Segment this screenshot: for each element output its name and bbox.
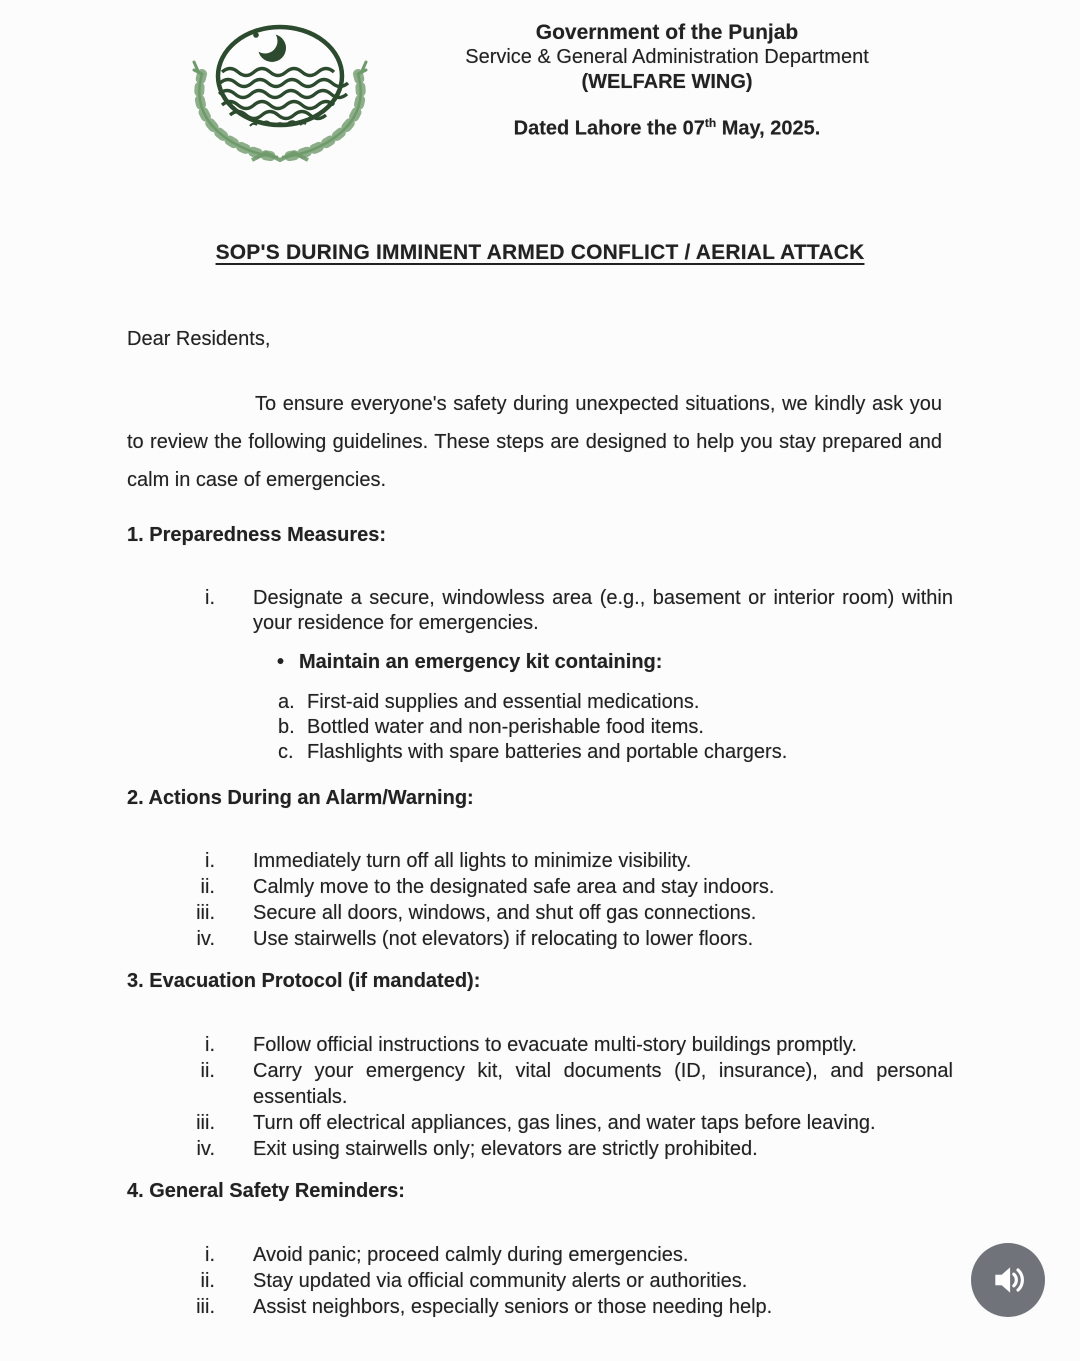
list-marker: ii.	[200, 1270, 215, 1292]
section-2-heading: 2. Actions During an Alarm/Warning:	[127, 787, 474, 809]
list-item	[127, 926, 953, 952]
list-item-text: Carry your emergency kit, vital documents (ID, insurance), and personal essentials.	[253, 1060, 953, 1108]
list-item-text: Designate a secure, windowless area (e.g., basement or interior room) within your residence for emergencies.	[253, 587, 953, 634]
list-item-text: Secure all doors, windows, and shut off gas connections.	[253, 902, 757, 924]
date-text: Dated Lahore the 07	[513, 117, 705, 140]
letterhead	[450, 20, 884, 141]
list-marker: ii.	[200, 1060, 215, 1082]
section-1-heading: 1. Preparedness Measures:	[127, 524, 387, 546]
bullet-text: Maintain an emergency kit containing:	[299, 651, 663, 673]
emergency-kit-items	[127, 690, 953, 765]
list-item-text: Immediately turn off all lights to minimize visibility.	[253, 850, 692, 872]
list-marker: c.	[278, 741, 294, 763]
list-item	[127, 1268, 953, 1294]
list-item	[127, 1110, 953, 1136]
list-item	[278, 715, 953, 740]
list-item	[127, 848, 953, 874]
list-item	[127, 900, 953, 926]
list-item-text: First-aid supplies and essential medications.	[307, 691, 700, 713]
list-item	[127, 586, 953, 636]
list-item-text: Follow official instructions to evacuate multi-story buildings promptly.	[253, 1034, 857, 1056]
list-marker: iii.	[196, 1296, 215, 1318]
section-3-list	[127, 1032, 953, 1162]
list-marker: iv.	[196, 928, 215, 950]
list-marker: i.	[205, 850, 215, 872]
org-department: Service & General Administration Department	[465, 46, 869, 68]
list-item-text: Flashlights with spare batteries and portable chargers.	[307, 741, 788, 763]
emergency-kit-bullet	[127, 650, 953, 675]
salutation: Dear Residents,	[127, 328, 271, 350]
org-name: Government of the Punjab	[535, 21, 799, 44]
document-title: SOP'S DURING IMMINENT ARMED CONFLICT / AERIAL ATTACK	[215, 241, 865, 264]
list-item	[278, 740, 953, 765]
list-marker: a.	[278, 691, 295, 713]
date-ordinal-suffix: th	[704, 116, 717, 130]
list-item-text: Bottled water and non-perishable food items.	[307, 716, 704, 738]
list-item-text: Calmly move to the designated safe area and stay indoors.	[253, 876, 775, 898]
date-line	[450, 116, 884, 141]
bullet-icon: •	[277, 651, 285, 673]
org-wing: (WELFARE WING)	[581, 71, 753, 93]
list-marker: iii.	[196, 1112, 215, 1134]
list-item	[127, 1242, 953, 1268]
list-item-text: Avoid panic; proceed calmly during emergencies.	[253, 1244, 689, 1266]
list-marker: iv.	[196, 1138, 215, 1160]
list-marker: iii.	[196, 902, 215, 924]
section-4-list	[127, 1242, 953, 1320]
list-item-text: Turn off electrical appliances, gas lines, and water taps before leaving.	[253, 1112, 876, 1134]
list-item-text: Exit using stairwells only; elevators are strictly prohibited.	[253, 1138, 758, 1160]
list-item	[127, 1032, 953, 1058]
date-rest: May, 2025.	[716, 117, 821, 140]
list-item	[127, 874, 953, 900]
audio-play-button[interactable]	[971, 1243, 1045, 1317]
list-marker: i.	[205, 1034, 215, 1056]
list-item-text: Assist neighbors, especially seniors or those needing help.	[253, 1296, 773, 1318]
list-item	[278, 690, 953, 715]
section-3-heading: 3. Evacuation Protocol (if mandated):	[127, 970, 481, 992]
list-marker: i.	[205, 1244, 215, 1266]
list-item	[127, 1058, 953, 1110]
list-item	[127, 1294, 953, 1320]
list-item-text: Use stairwells (not elevators) if relocating to lower floors.	[253, 928, 754, 950]
section-4-heading: 4. General Safety Reminders:	[127, 1180, 405, 1202]
list-marker: i.	[205, 587, 215, 609]
list-marker: b.	[278, 716, 295, 738]
intro-paragraph: To ensure everyone's safety during unexpected situations, we kindly ask you to review the following guidelines. These steps are designed to help you stay prepared and calm in case of emergencies.	[127, 393, 942, 491]
list-item-text: Stay updated via official community alerts or authorities.	[253, 1270, 748, 1292]
section-2-list	[127, 848, 953, 952]
punjab-government-crest-logo	[186, 14, 374, 164]
speaker-icon	[989, 1261, 1027, 1299]
list-item	[127, 1136, 953, 1162]
list-marker: ii.	[200, 876, 215, 898]
section-1-list	[127, 586, 953, 636]
